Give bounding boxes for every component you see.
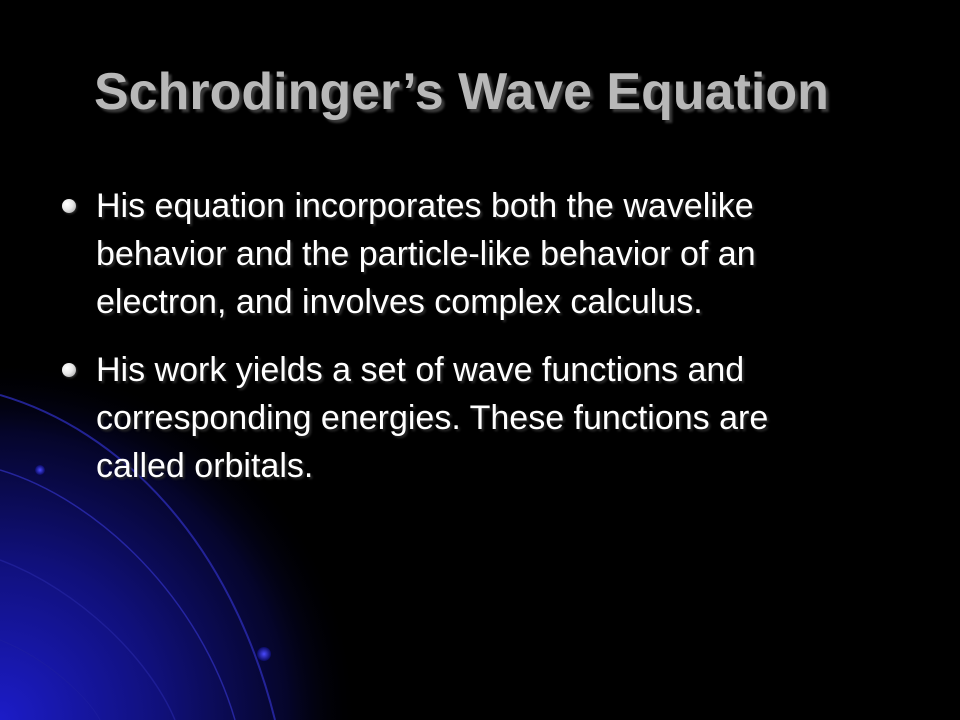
bullet-text: His work yields a set of wave functions and corresponding energies. These functions are called orbitals. [96, 351, 769, 485]
slide-title: Schrodinger’s Wave Equation [94, 63, 829, 121]
round-bullet-icon [62, 363, 76, 377]
bullet-item [0, 346, 856, 490]
orbit-node [257, 647, 271, 661]
round-bullet-icon [62, 199, 76, 213]
bullet-list [0, 182, 960, 510]
bullet-item [0, 182, 856, 326]
bullet-text: His equation incorporates both the wavelike behavior and the particle-like behavior of an electron, and involves complex calculus. [96, 187, 756, 321]
